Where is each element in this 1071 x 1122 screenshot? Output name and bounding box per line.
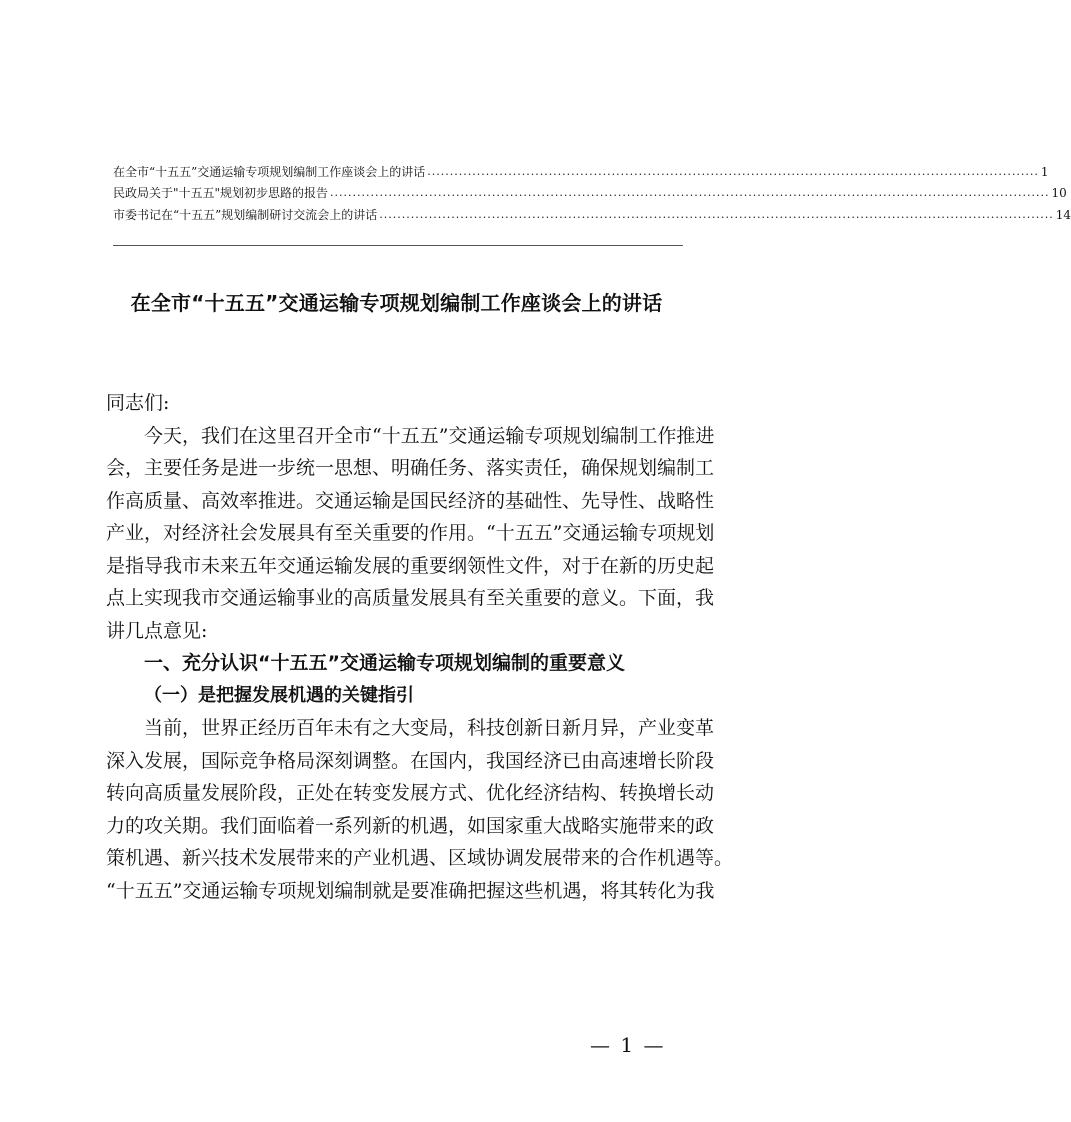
toc-entry-page: 10 bbox=[1051, 186, 1067, 200]
paragraph-line: 会，主要任务是进一步统一思想、明确任务、落实责任，确保规划编制工 bbox=[106, 457, 715, 479]
paragraph-line: 是指导我市未来五年交通运输发展的重要纲领性文件，对于在新的历史起 bbox=[106, 554, 715, 577]
salutation: 同志们: bbox=[106, 392, 170, 414]
subsection-heading: （一）是把握发展机遇的关键指引 bbox=[144, 684, 414, 706]
toc-entry-title: 民政局关于"十五五"规划初步思路的报告 bbox=[113, 186, 329, 200]
toc-entry[interactable] bbox=[113, 160, 1049, 180]
paragraph-line: 深入发展，国际竞争格局深刻调整。在国内，我国经济已由高速增长阶段 bbox=[106, 749, 715, 772]
toc-entry[interactable] bbox=[113, 181, 1067, 201]
paragraph-line: 作高质量、高效率推进。交通运输是国民经济的基础性、先导性、战略性 bbox=[106, 489, 715, 512]
paragraph-line: 力的攻关期。我们面临着一系列新的机遇，如国家重大战略实施带来的政 bbox=[106, 814, 715, 837]
paragraph-line: 点上实现我市交通运输事业的高质量发展具有至关重要的意义。下面，我 bbox=[106, 587, 715, 609]
paragraph-line: 策机遇、新兴技术发展带来的产业机遇、区域协调发展带来的合作机遇等。 bbox=[106, 847, 734, 869]
paragraph-line: “十五五”交通运输专项规划编制就是要准确把握这些机遇，将其转化为我 bbox=[106, 879, 715, 902]
toc-entry-page: 14 bbox=[1055, 208, 1071, 222]
toc-leader-dots: ...................................................................................................................................................... bbox=[379, 208, 1054, 221]
paragraph-line: 产业，对经济社会发展具有至关重要的作用。“十五五”交通运输专项规划 bbox=[106, 522, 715, 544]
paragraph-line: 讲几点意见: bbox=[106, 619, 208, 642]
toc-leader-dots: ........................................................................................................................................ bbox=[427, 165, 1039, 178]
toc-entry-page: 1 bbox=[1040, 165, 1049, 179]
paragraph-line: 今天，我们在这里召开全市“十五五”交通运输专项规划编制工作推进 bbox=[144, 424, 715, 447]
page-number: — 1 — bbox=[590, 1033, 666, 1057]
section-heading: 一、充分认识“十五五”交通运输专项规划编制的重要意义 bbox=[144, 652, 625, 674]
document-title: 在全市“十五五”交通运输专项规划编制工作座谈会上的讲话 bbox=[130, 291, 663, 315]
toc-leader-dots: ................................................................................................................................................................ bbox=[330, 186, 1050, 199]
toc-entry[interactable] bbox=[113, 203, 1071, 223]
toc-entry-title: 市委书记在“十五五”规划编制研讨交流会上的讲话 bbox=[113, 208, 378, 222]
paragraph-line: 当前，世界正经历百年未有之大变局，科技创新日新月异，产业变革 bbox=[144, 717, 715, 739]
table-of-contents bbox=[113, 148, 1071, 246]
document-body bbox=[106, 387, 734, 907]
paragraph-line: 转向高质量发展阶段，正处在转变发展方式、优化经济结构、转换增长动 bbox=[106, 782, 715, 804]
toc-entry-title: 在全市“十五五”交通运输专项规划编制工作座谈会上的讲话 bbox=[113, 165, 426, 179]
